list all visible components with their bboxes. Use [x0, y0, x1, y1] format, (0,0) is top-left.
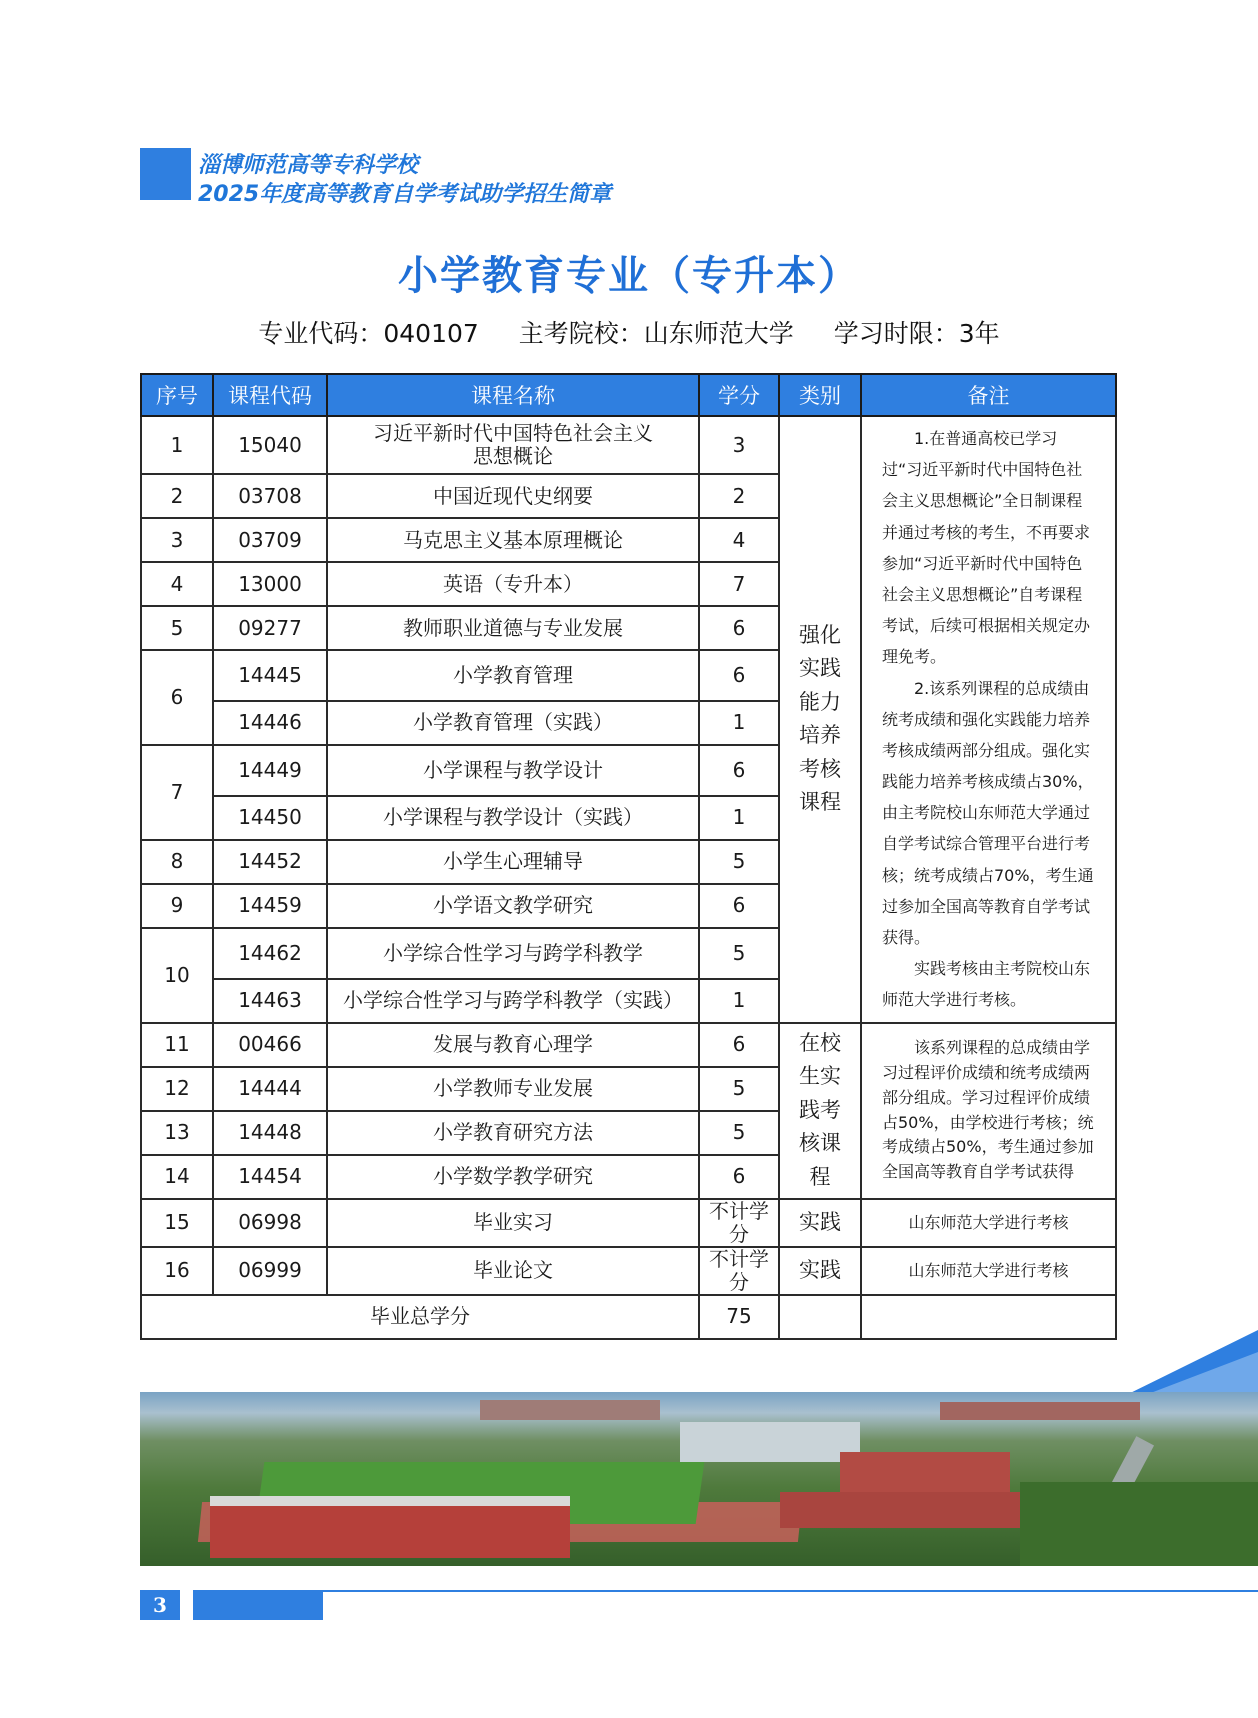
- building-main: [210, 1504, 570, 1558]
- row-name: 小学教育研究方法: [327, 1111, 699, 1155]
- building-gym: [680, 1422, 860, 1462]
- study-duration: 学习时限：3年: [833, 319, 1000, 348]
- note-group1-p2: 2.该系列课程的总成绩由统考成绩和强化实践能力培养考核成绩两部分组成。强化实践能力培养考核成绩占30%，由主考院校山东师范大学通过自学考试综合管理平台进行考核；统考成绩占70%，考生通过参加全国高等教育自学考试获得。: [882, 678, 1094, 947]
- row-no: 13: [141, 1111, 213, 1155]
- row-credit: 6: [699, 606, 779, 650]
- row-code: 00466: [213, 1023, 327, 1067]
- row-category: 实践: [779, 1199, 861, 1247]
- note-group2-text: 该系列课程的总成绩由学习过程评价成绩和统考成绩两部分组成。学习过程评价成绩占50%，由学校进行考核；统考成绩占50%，考生通过参加全国高等教育自学考试获得: [882, 1038, 1094, 1182]
- building-roof: [210, 1496, 570, 1506]
- table-header-row: [141, 374, 1116, 416]
- row-code: 14450: [213, 796, 327, 840]
- row-name: 小学课程与教学设计: [327, 745, 699, 796]
- row-credit: 5: [699, 1111, 779, 1155]
- row-name: 毕业论文: [327, 1247, 699, 1295]
- header-accent-block: [140, 148, 191, 200]
- row-name: 小学数学教学研究: [327, 1155, 699, 1199]
- row-credit: 6: [699, 650, 779, 701]
- row-no: 6: [141, 650, 213, 745]
- program-info: [0, 314, 1258, 350]
- row-credit: 不计学分: [699, 1247, 779, 1295]
- row-no: 7: [141, 745, 213, 840]
- row-name: 小学生心理辅导: [327, 840, 699, 884]
- row-no: 11: [141, 1023, 213, 1067]
- row-credit: 3: [699, 416, 779, 474]
- row-name: 英语（专升本）: [327, 562, 699, 606]
- row-no: 12: [141, 1067, 213, 1111]
- row-name: 小学教育管理: [327, 650, 699, 701]
- row-code: 06999: [213, 1247, 327, 1295]
- row-credit: 5: [699, 928, 779, 979]
- row-name-text: 习近平新时代中国特色社会主义 思想概论: [373, 421, 653, 468]
- category-group1-text: 强化 实践 能力 培养 考核 课程: [799, 622, 841, 815]
- total-value: 75: [699, 1295, 779, 1339]
- row-code: 03709: [213, 518, 327, 562]
- row-credit: 不计学分: [699, 1199, 779, 1247]
- brochure-title: 2025年度高等教育自学考试助学招生简章: [198, 182, 612, 207]
- building-far-1: [480, 1400, 660, 1420]
- building-far-2: [940, 1402, 1140, 1420]
- row-name: 教师职业道德与专业发展: [327, 606, 699, 650]
- row-no: 2: [141, 474, 213, 518]
- row-name: 小学综合性学习与跨学科教学（实践）: [327, 979, 699, 1023]
- row-credit: 5: [699, 840, 779, 884]
- row-code: 14449: [213, 745, 327, 796]
- row-code: 03708: [213, 474, 327, 518]
- row-no: 5: [141, 606, 213, 650]
- row-no: 3: [141, 518, 213, 562]
- note-group2: [861, 1023, 1116, 1199]
- table-row: [141, 1023, 1116, 1067]
- row-note: 山东师范大学进行考核: [861, 1247, 1116, 1295]
- row-name: 小学语文教学研究: [327, 884, 699, 928]
- row-credit: 5: [699, 1067, 779, 1111]
- footer-bar: [193, 1590, 323, 1620]
- table-row: [141, 1199, 1116, 1247]
- row-no: 4: [141, 562, 213, 606]
- row-code: 14459: [213, 884, 327, 928]
- header-note: 备注: [861, 374, 1116, 416]
- note-group1: [861, 416, 1116, 1023]
- header-credit: 学分: [699, 374, 779, 416]
- category-group2-text: 在校 生实 践考 核课 程: [799, 1030, 841, 1189]
- building-east-2: [780, 1492, 1040, 1528]
- campus-photo: [140, 1392, 1258, 1566]
- row-credit: 6: [699, 1155, 779, 1199]
- row-name: 小学课程与教学设计（实践）: [327, 796, 699, 840]
- total-row: [141, 1295, 1116, 1339]
- row-name: [327, 416, 699, 474]
- footer-line: [193, 1590, 1258, 1592]
- row-credit: 1: [699, 701, 779, 745]
- course-table: [140, 373, 1117, 1340]
- row-category: 实践: [779, 1247, 861, 1295]
- row-name: 中国近现代史纲要: [327, 474, 699, 518]
- total-empty-note: [861, 1295, 1116, 1339]
- trees: [1020, 1482, 1258, 1566]
- row-note: 山东师范大学进行考核: [861, 1199, 1116, 1247]
- row-no: 8: [141, 840, 213, 884]
- row-name: 小学教育管理（实践）: [327, 701, 699, 745]
- page-number: 3: [140, 1590, 180, 1620]
- row-code: 14444: [213, 1067, 327, 1111]
- category-group1: [779, 416, 861, 1023]
- row-no: 14: [141, 1155, 213, 1199]
- host-university: 主考院校：山东师范大学: [518, 319, 794, 348]
- page-title: 小学教育专业（专升本）: [398, 252, 860, 299]
- row-code: 14462: [213, 928, 327, 979]
- header-name: 课程名称: [327, 374, 699, 416]
- table-row: [141, 416, 1116, 474]
- row-code: 14463: [213, 979, 327, 1023]
- row-credit: 2: [699, 474, 779, 518]
- total-label: 毕业总学分: [141, 1295, 699, 1339]
- row-credit: 1: [699, 979, 779, 1023]
- row-name: 小学综合性学习与跨学科教学: [327, 928, 699, 979]
- row-name: 发展与教育心理学: [327, 1023, 699, 1067]
- row-name: 小学教师专业发展: [327, 1067, 699, 1111]
- row-no: 15: [141, 1199, 213, 1247]
- row-credit: 7: [699, 562, 779, 606]
- row-code: 14448: [213, 1111, 327, 1155]
- row-no: 9: [141, 884, 213, 928]
- school-name: 淄博师范高等专科学校: [198, 153, 419, 178]
- row-no: 16: [141, 1247, 213, 1295]
- row-code: 14445: [213, 650, 327, 701]
- note-group1-p1: 1.在普通高校已学习过“习近平新时代中国特色社会主义思想概论”全日制课程并通过考核的考生，不再要求参加“习近平新时代中国特色社会主义思想概论”自考课程考试，后续可根据相关规定办理免考。: [882, 429, 1091, 667]
- category-group2: [779, 1023, 861, 1199]
- row-code: 13000: [213, 562, 327, 606]
- row-code: 06998: [213, 1199, 327, 1247]
- building-east-1: [840, 1452, 1010, 1492]
- row-code: 14446: [213, 701, 327, 745]
- total-empty-category: [779, 1295, 861, 1339]
- header-category: 类别: [779, 374, 861, 416]
- note-group1-p3: 实践考核由主考院校山东师范大学进行考核。: [882, 959, 1091, 1010]
- row-credit: 4: [699, 518, 779, 562]
- row-credit: 6: [699, 1023, 779, 1067]
- header-code: 课程代码: [213, 374, 327, 416]
- row-credit: 6: [699, 884, 779, 928]
- row-code: 09277: [213, 606, 327, 650]
- row-no: 1: [141, 416, 213, 474]
- table-row: [141, 1247, 1116, 1295]
- row-credit: 1: [699, 796, 779, 840]
- row-name: 马克思主义基本原理概论: [327, 518, 699, 562]
- row-code: 15040: [213, 416, 327, 474]
- header-no: 序号: [141, 374, 213, 416]
- row-code: 14452: [213, 840, 327, 884]
- row-credit: 6: [699, 745, 779, 796]
- row-code: 14454: [213, 1155, 327, 1199]
- row-no: 10: [141, 928, 213, 1023]
- row-name: 毕业实习: [327, 1199, 699, 1247]
- program-code: 专业代码：040107: [258, 319, 479, 348]
